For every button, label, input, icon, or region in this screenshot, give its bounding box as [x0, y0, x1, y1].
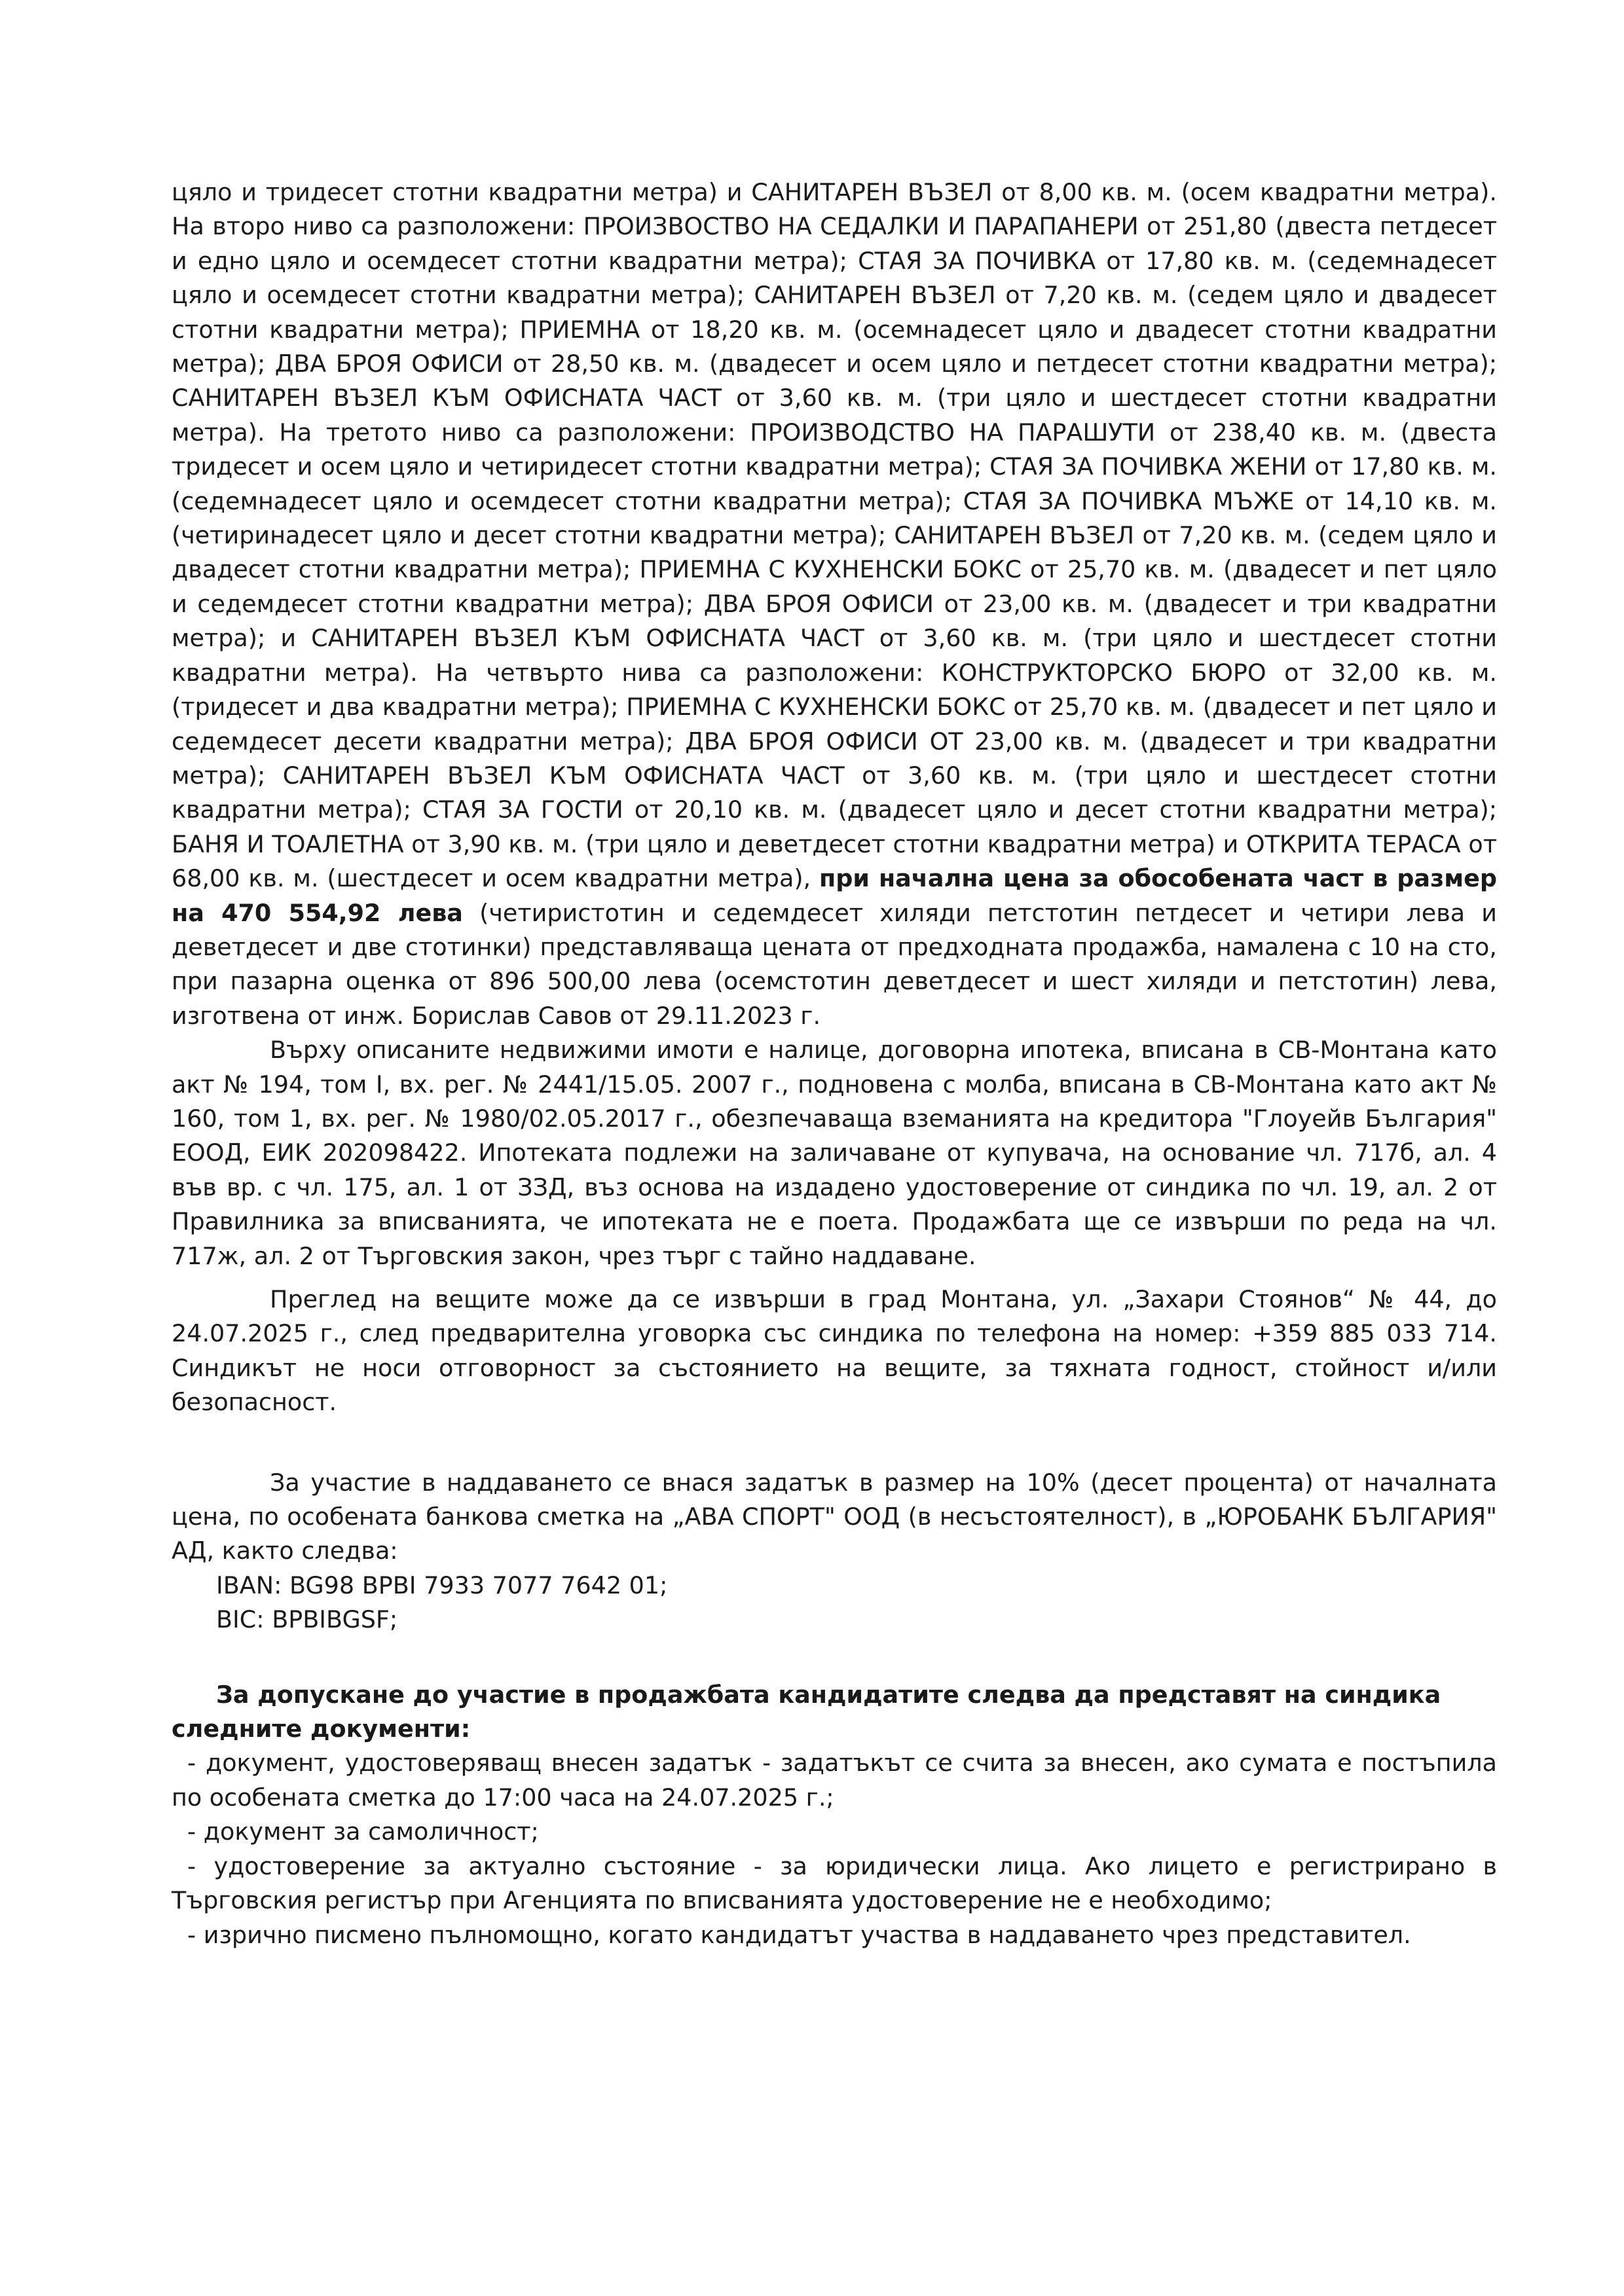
property-description-paragraph [172, 175, 1497, 1033]
document-page [172, 175, 1497, 1952]
deposit-paragraph: За участие в наддаването се внася задатък в размер на 10% (десет процента) от началната цена, по особената банкова сметка на „АВА СПОРТ" ООД (в несъстоятелност), в „ЮРОБАНК БЪЛГАРИЯ" АД, както следва: [172, 1468, 1497, 1565]
property-description-text: цяло и тридесет стотни квадратни метра) и САНИТАРЕН ВЪЗЕЛ от 8,00 кв. м. (осем квадратни метра). На второ ниво са разположени: ПРОИЗВОСТВО НА СЕДАЛКИ И ПАРАПАНЕРИ от 251,80 (двеста петдесет и едно цяло и осемдесет стотни квадратни метра); СТАЯ ЗА ПОЧИВКА от 17,80 кв. м. (седемнадесет цяло и осемдесет стотни квадратни метра); САНИТАРЕН ВЪЗЕЛ от 7,20 кв. м. (седем цяло и двадесет стотни квадратни метра); ПРИЕМНА от 18,20 кв. м. (осемнадесет цяло и двадесет стотни квадратни метра); ДВА БРОЯ ОФИСИ от 28,50 кв. м. (двадесет и осем цяло и петдесет стотни квадратни метра); САНИТАРЕН ВЪЗЕЛ КЪМ ОФИСНАТА ЧАСТ от 3,60 кв. м. (три цяло и шестдесет стотни квадратни метра). На третото ниво са разположени: ПРОИЗВОДСТВО НА ПАРАШУТИ от 238,40 кв. м. (двеста тридесет и осем цяло и четиридесет стотни квадратни метра); СТАЯ ЗА ПОЧИВКА ЖЕНИ от 17,80 кв. м. (седемнадесет цяло и осемдесет стотни квадратни метра); СТАЯ ЗА ПОЧИВКА МЪЖЕ от 14,10 кв. м. (четиринадесет цяло и десет стотни квадратни метра); САНИТАРЕН ВЪЗЕЛ от 7,20 кв. м. (седем цяло и двадесет стотни квадратни метра); ПРИЕМНА С КУХНЕНСКИ БОКС от 25,70 кв. м. (двадесет и пет цяло и седемдесет стотни квадратни метра); ДВА БРОЯ ОФИСИ от 23,00 кв. м. (двадесет и три квадратни метра); и САНИТАРЕН ВЪЗЕЛ КЪМ ОФИСНАТА ЧАСТ от 3,60 кв. м. (три цяло и шестдесет стотни квадратни метра). На четвърто нива са разположени: КОНСТРУКТОРСКО БЮРО от 32,00 кв. м. (тридесет и два квадратни метра); ПРИЕМНА С КУХНЕНСКИ БОКС от 25,70 кв. м. (двадесет и пет цяло и седемдесет десети квадратни метра); ДВА БРОЯ ОФИСИ ОТ 23,00 кв. м. (двадесет и три квадратни метра); САНИТАРЕН ВЪЗЕЛ КЪМ ОФИСНАТА ЧАСТ от 3,60 кв. м. (три цяло и шестдесет стотни квадратни метра); СТАЯ ЗА ГОСТИ от 20,10 кв. м. (двадесет цяло и десет стотни квадратни метра); БАНЯ И ТОАЛЕТНА от 3,90 кв. м. (три цяло и деветдесет стотни квадратни метра) и ОТКРИТА ТЕРАСА от 68,00 кв. м. (шестдесет и осем квадратни метра), [172, 178, 1497, 893]
spacer [172, 1273, 1497, 1283]
inspection-paragraph: Преглед на вещите може да се извърши в град Монтана, ул. „Захари Стоянов“ № 44, до 24.07.2025 г., след предварителна уговорка със синдика по телефона на номер: +359 885 033 714. Синдикът не носи отговорност за състоянието на вещите, за тяхната годност, стойност и/или безопасност. [172, 1285, 1497, 1417]
bic-line: BIC: BPBIBGSF; [216, 1605, 398, 1634]
requirement-item-certificate: - удостоверение за актуално състояние - за юридически лица. Ако лицето е регистрирано в Търговския регистър при Агенцията по вписванията удостоверение не е необходимо; [172, 1851, 1497, 1915]
mortgage-paragraph: Върху описаните недвижими имоти е налице, договорна ипотека, вписана в СВ-Монтана като акт № 194, том I, вх. рег. № 2441/15.05. 2007 г., подновена с молба, вписана в СВ-Монтана като акт № 160, том 1, вх. рег. № 1980/02.05.2017 г., обезпечаваща вземанията на кредитора "Глоуейв България" ЕООД, ЕИК 202098422. Ипотеката подлежи на заличаване от купувача, на основание чл. 717б, ал. 4 във вр. с чл. 175, ал. 1 от ЗЗД, въз основа на издадено удостоверение от синдика по чл. 19, ал. 2 от Правилника за вписванията, че ипотеката не е поета. Продажбата ще се извърши по реда на чл. 717ж, ал. 2 от Търговския закон, чрез търг с тайно наддаване. [172, 1036, 1497, 1270]
requirement-item-identity: - документ за самоличност; [187, 1817, 539, 1846]
requirement-item-power-of-attorney: - изрично писмено пълномощно, когато кандидатът участва в наддаването чрез представител. [187, 1920, 1411, 1949]
requirements-heading: За допускане до участие в продажбата кандидатите следва да представят на синдика следните документи: [172, 1680, 1441, 1743]
iban-line: IBAN: BG98 BPBI 7933 7077 7642 01; [216, 1571, 668, 1599]
requirement-item-deposit: - документ, удостоверяващ внесен задатък - задатъкът се счита за внесен, ако сумата е постъпила по особената сметка до 17:00 часа на 24.07.2025 г.; [172, 1749, 1497, 1812]
spacer [172, 1420, 1497, 1466]
price-details-text: (четиристотин и седемдесет хиляди петстотин петдесет и четири лева и деветдесет и две стотинки) представляваща цената от предходната продажба, намалена с 10 на сто, при пазарна оценка от 896 500,00 лева (осемстотин деветдесет и шест хиляди и петстотин) лева, изготвена от инж. Борислав Савов от 29.11.2023 г. [172, 898, 1497, 1030]
spacer [172, 1637, 1497, 1678]
starting-price-bold: при начална цена за обособената част в размер на 470 554,92 лева [172, 864, 1497, 927]
